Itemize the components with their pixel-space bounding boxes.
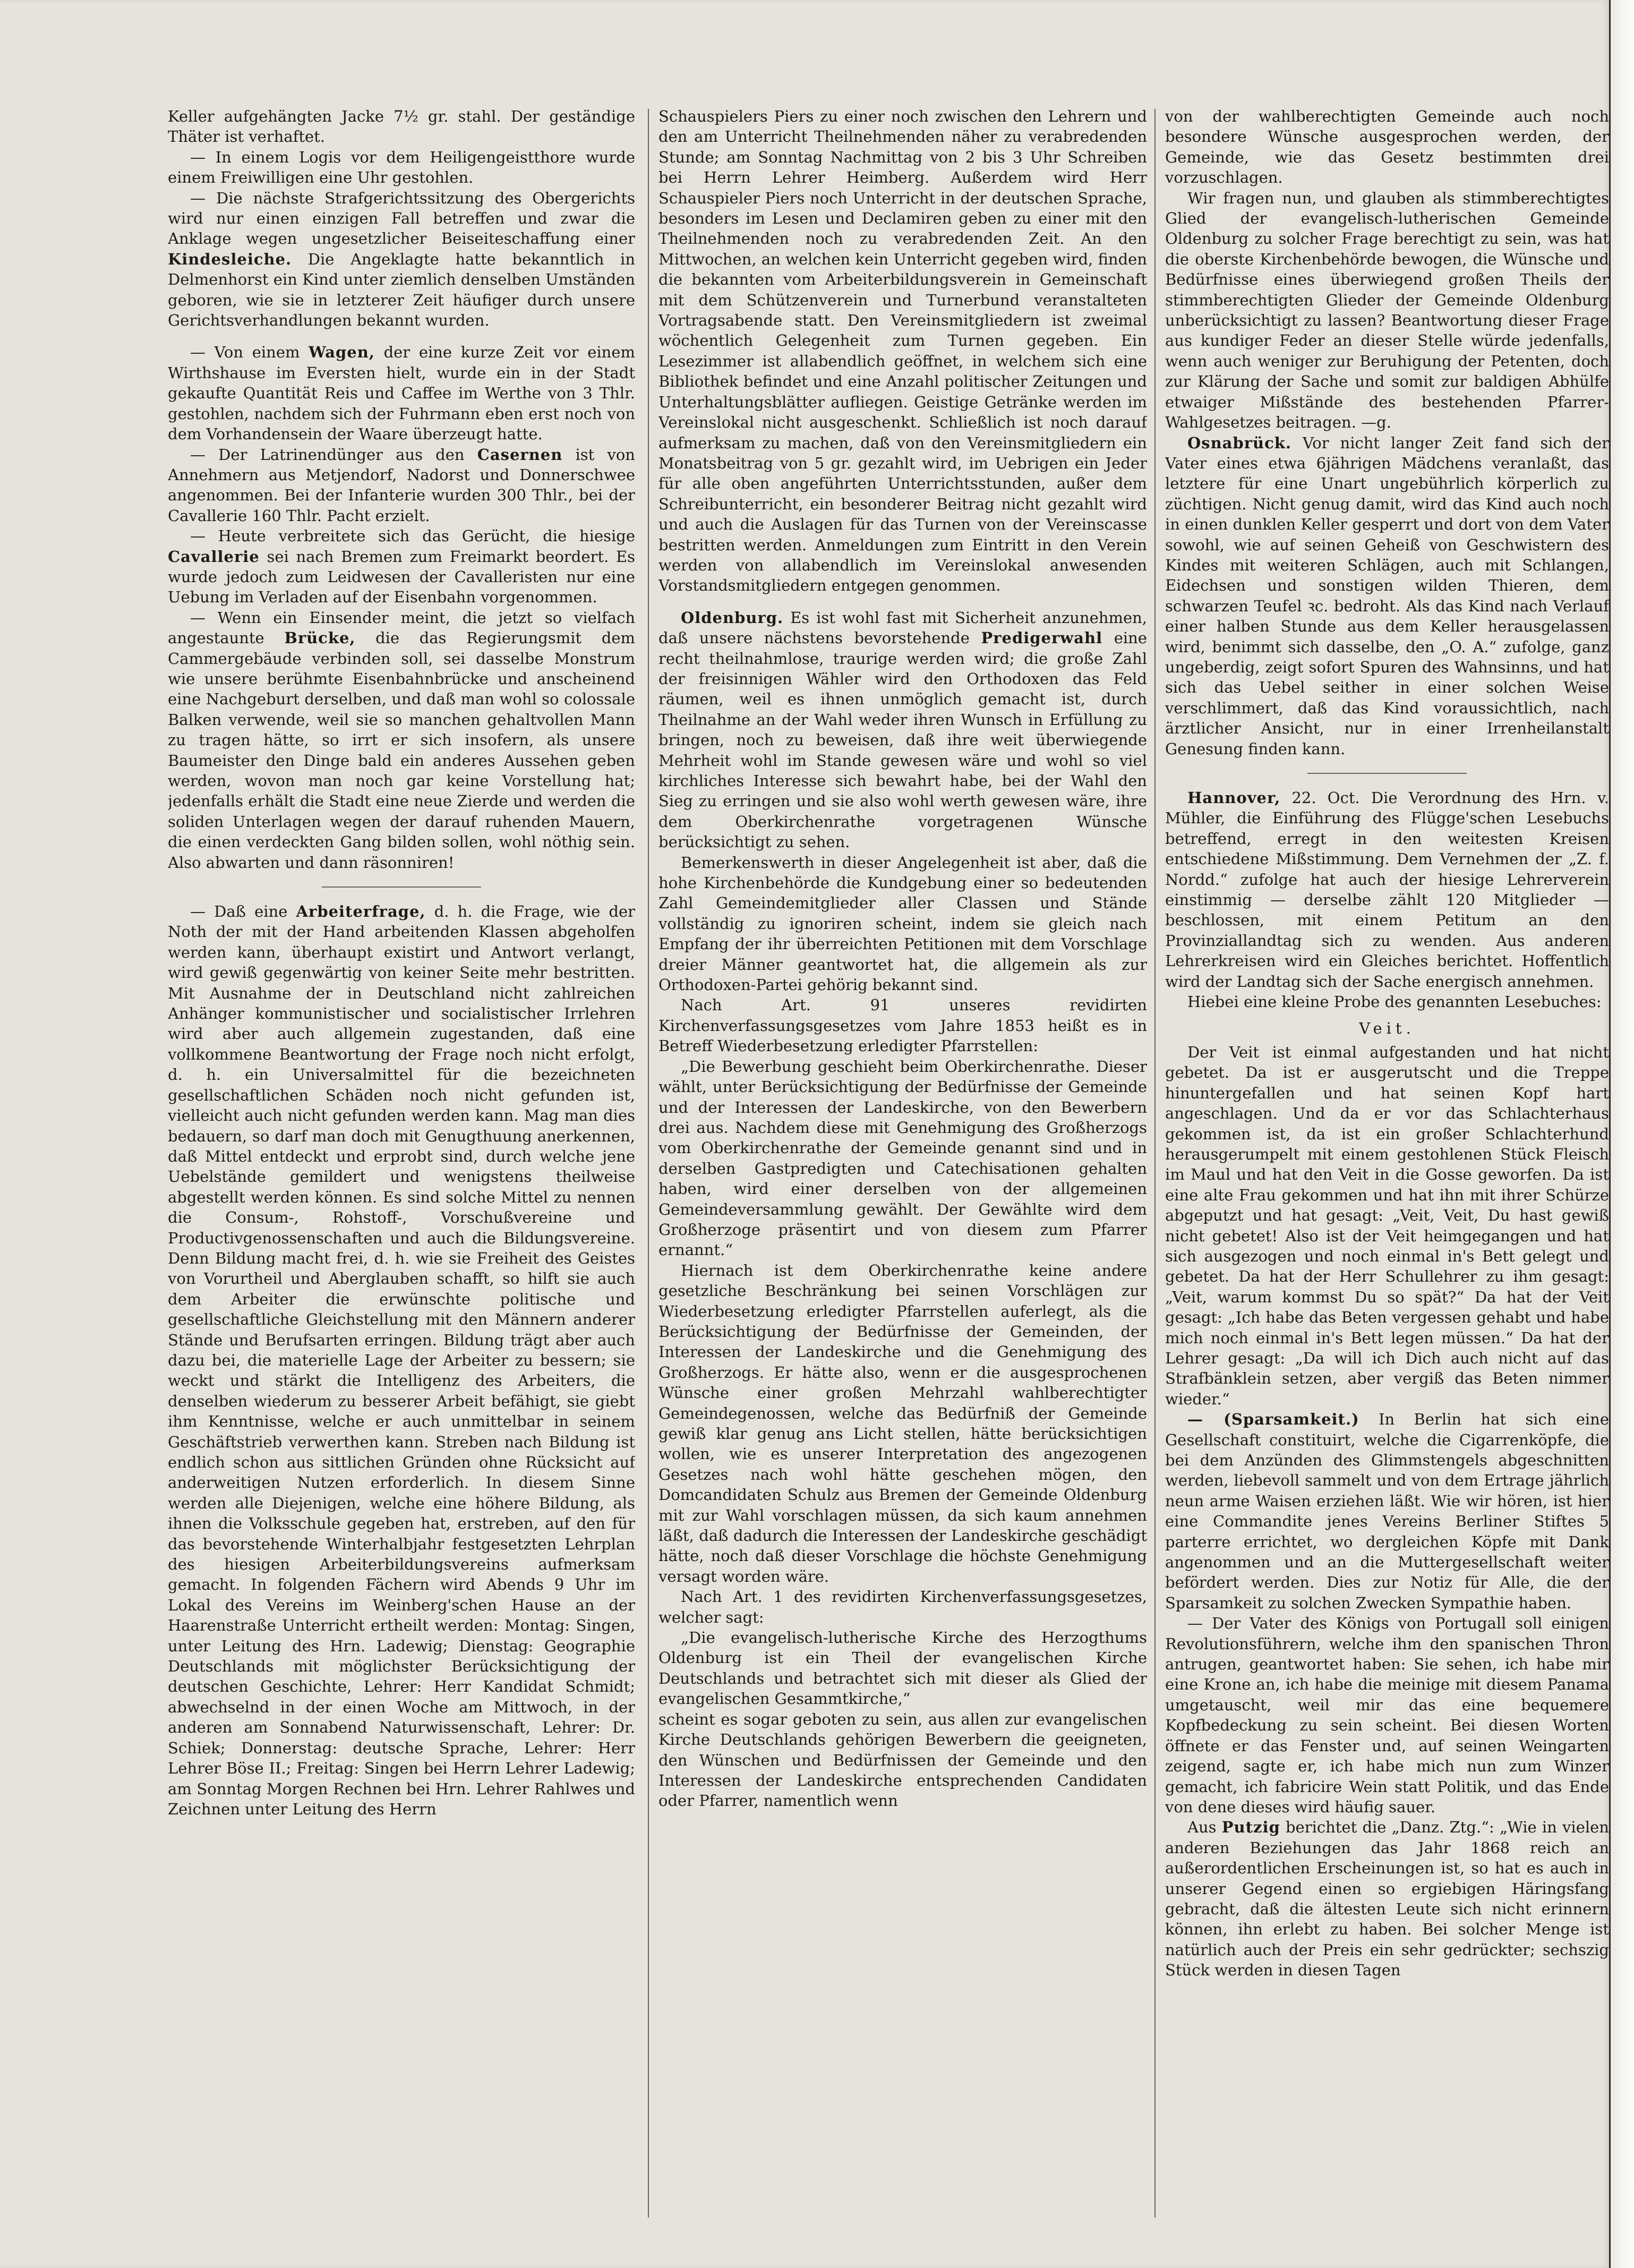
text: Vor nicht langer Zeit fand sich der Vater eines etwa 6jährigen Mädchens veranlaßt, das letztere für eine Unart ungebührlich körperlich zu züchtigen. Nicht genug damit, wird das Kind auch noch in einen dunklen Keller gesperrt und dort von dem Vater sowohl, wie auf seinen Geheiß von Geschwistern des Kindes mit weiteren Schlägen, auch mit Schlangen, Eidechsen und sonstigen wilden Thieren, dem schwarzen Teufel ꝛc. bedroht. Als das Kind nach Verlauf einer halben Stunde aus dem Keller herausgelassen wird, benimmt sich dasselbe, den „O. A.“ zufolge, ganz ungeberdig, zeigt sofort Spuren des Wahnsinns, und hat sich das Uebel seither in einer solchen Weise verschlimmert, daß das Kind voraussichtlich, nach ärztlicher Ansicht, nur in einer Irrenheilanstalt Genesung finden kann. — [1165, 433, 1609, 758]
article-court-session — [168, 188, 635, 331]
text: In Berlin hat sich eine Gesellschaft constituirt, welche die Cigarrenköpfe, die bei dem Anzünden des Glimmstengels abgeschnitten werden, liebevoll sammelt und von dem Ertrage jährlich neun arme Waisen erziehen läßt. Wie wir hören, ist hier eine Commandite jenes Vereins Berliner Stiftes 5 parterre errichtet, wo dergleichen Köpfe mit Dank angenommen und an die Muttergesellschaft weiter befördert werden. Dies zur Notiz für Alle, die der Sparsamkeit zu solchen Zwecken Sympathie haben. — [1165, 1410, 1609, 1612]
article-cavallerie — [168, 526, 635, 608]
headline-casernen: Casernen — [477, 445, 563, 464]
headline-wagen: Wagen, — [309, 343, 375, 362]
paragraph: Hiebei eine kleine Probe des genannten Lesebuches: — [1187, 993, 1602, 1011]
text: sei nach Bremen zum Freimarkt beordert. Es wurde jedoch zum Leidwesen der Cavalleristen nur eine Uebung im Verladen auf der Eisenbahn vorgenommen. — [168, 547, 635, 607]
headline-kindesleiche: Kindesleiche. — [168, 250, 292, 268]
text: — Heute verbreitete sich das Gerücht, die hiesige — [190, 527, 635, 545]
text: — Die nächste Strafgerichtssitzung des Obergerichts wird nur einen einzigen Fall betreffen und zwar die Anklage wegen ungesetzlicher Beiseiteschaffung einer — [168, 189, 635, 248]
headline-osnabrueck: Osnabrück. — [1187, 433, 1291, 452]
text: ist von Annehmern aus Metjendorf, Nadorst und Donnerschwee angenommen. Bei der Infanterie wurden 300 Thlr., bei der Cavallerie 160 Thlr. Pacht erzielt. — [168, 445, 635, 525]
text: — Der Latrinendünger aus den — [190, 445, 465, 464]
headline-oldenburg: Oldenburg. — [681, 608, 784, 627]
divider — [1307, 773, 1467, 774]
article-portugal: — Der Vater des Königs von Portugall soll einigen Revolutionsführern, welche ihm den spanischen Thron antrugen, geantwortet haben: Sie sehen, ich habe mir eine Krone an, ich habe die meinige mit diesem Panama umgetauscht, weil mir das eine bequemere Kopfbedeckung zu sein scheint. Bei diesen Worten öffnete er das Fenster und, auf seinen Weingarten zeigend, sagte er, ich habe mich nun zum Winzer gemacht, ich fabricire Wein statt Politik, und das Ende von dene dieses wird häufig sauer. — [1165, 1614, 1609, 1816]
story-title-veit: Veit. — [1359, 1019, 1415, 1038]
quote: „Die evangelisch-lutherische Kirche des Herzogthums Oldenburg ist ein Theil der evangelischen Kirche Deutschlands und betrachtet sich mit dieser als Glied der evangelischen Gesammtkirche,“ — [658, 1628, 1147, 1708]
column-divider — [648, 109, 649, 2218]
text: — Daß eine — [190, 902, 288, 921]
text: die das Regierungsmit dem Cammergebäude verbinden soll, sei dasselbe Monstrum wie unsere berühmte Eisenbahnbrücke und anscheinend eine Nachgeburt derselben, und daß man wohl so colossale Balken verwende, weil sie so manchen gehaltvollen Mann zu tragen hätte, so irrt er sich insofern, als unsere Baumeister den Dinge bald ein anderes Aussehen geben werden, wovon man noch gar keine Vorstellung hat; jedenfalls erhält die Stadt eine neue Zierde und werden die soliden Unterlagen wegen der darauf ruhenden Mauern, die einen verdeckten Gang bilden sollen, wohl nöthig sein. Also abwarten und dann räsonniren! — [168, 629, 635, 872]
article-hannover — [1165, 788, 1609, 992]
headline-hannover: Hannover, — [1187, 789, 1281, 807]
text: d. h. die Frage, wie der Noth der mit der Hand arbeitenden Klassen abgeholfen werden kann, überhaupt existirt und Antwort verlangt, wird gewiß gegenwärtig von keiner Seite mehr bestritten. Mit Ausnahme der in Deutschland nicht zahlreichen Anhänger kommunistischer und socialistischer Irrlehren wird aber auch allgemein zugestanden, daß eine vollkommene Beantwortung der Frage noch nicht erfolgt, d. h. ein Universalmittel für die bezeichneten gesellschaftlichen Schäden noch nicht gefunden ist, vielleicht auch nicht gefunden werden kann. Mag man dies bedauern, so darf man doch mit Genugthuung anerkennen, daß Mittel entdeckt und erprobt sind, durch welche jene Uebelstände gemildert und wenigstens theilweise abgestellt werden können. Es sind solche Mittel zu nennen die Consum-, Rohstoff-, Vorschußvereine und Productivgenossenschaften und auch die Bildungsvereine. Denn Bildung macht frei, d. h. wie sie Freiheit des Geistes von Vorurtheil und Aberglauben schafft, so hilft sie auch dem Arbeiter die erwünschte politische und gesellschaftliche Gleichstellung mit den Männern anderer Stände und Berufsarten erringen. Bildung trägt aber auch dazu bei, die materielle Lage der Arbeiter zu bessern; sie weckt und stärkt die Intelligenz des Arbeiters, die denselben wiederum zu besserer Arbeit befähigt, sie giebt ihm Kenntnisse, welche er auch unmittelbar in seinem Geschäftstrieb verwerthen kann. Streben nach Bildung ist endlich schon aus sittlichen Gründen ohne Rücksicht auf anderweitigen Nutzen erforderlich. In diesem Sinne werden alle Diejenigen, welche eine höhere Bildung, als ihnen die Volksschule gegeben hat, erstreben, auf den für das bevorstehende Winterhalbjahr festgesetzten Lehrplan des hiesigen Arbeiterbildungsvereins aufmerksam gemacht. In folgenden Fächern wird Abends 9 Uhr im Lokal des Vereins im Weinberg'schen Hause an der Haarenstraße Unterricht ertheilt werden: Montag: Singen, unter Leitung des Hrn. Ladewig; Dienstag: Geographie Deutschlands mit möglichster Berücksichtigung der deutschen Geschichte, Lehrer: Herr Kandidat Schmidt; abwechselnd in der einen Woche am Mittwoch, in der anderen am Sonnabend Naturwissenschaft, Lehrer: Dr. Schiek; Donnerstag: deutsche Sprache, Lehrer: Herr Lehrer Böse II.; Freitag: Singen bei Herrn Lehrer Ladewig; am Sonntag Morgen Rechnen bei Hrn. Lehrer Rahlwes und Zeichnen unter Leitung des Herrn — [168, 902, 635, 1818]
paragraph: Hiernach ist dem Oberkirchenrathe keine andere gesetzliche Beschränkung bei seinen Vorschlägen zur Wiederbesetzung erledigter Pfarrstellen auferlegt, als die Berücksichtigung der Bedürfnisse der Gemeinden, der Interessen der Landeskirche und die Genehmigung des Großherzogs. Er hätte also, wenn er die ausgesprochenen Wünsche einer großen Mehrzahl wahlberechtigter Gemeindegenossen, welche das Bedürfniß der Gemeinde gewiß klar genug ans Licht stellen, hätte berücksichtigen wollen, wie es unserer Interpretation des angezogenen Gesetzes nach wohl hätte geschehen mögen, den Domcandidaten Schulz aus Bremen der Gemeinde Oldenburg mit zur Wahl vorschlagen müssen, da sich kaum annehmen läßt, daß dadurch die Interessen der Landeskirche geschädigt hätte, noch daß dieser Vorschlage die höchste Genehmigung versagt worden wäre. — [658, 1261, 1147, 1585]
column-left — [168, 106, 635, 2231]
paragraph: Wir fragen nun, und glauben als stimmberechtigtes Glied der evangelisch-lutherischen Gemeinde Oldenburg zu solcher Frage berechtigt zu sein, was hat die oberste Kirchenbehörde bewogen, die Wünsche und Bedürfnisse eines überwiegend großen Theils der stimmberechtigten Glieder der Gemeinde Oldenburg unberücksichtigt zu lassen? Beantwortung dieser Frage aus kundiger Feder an dieser Stelle würde jedenfalls, wenn auch weniger zur Beruhigung der Petenten, doch zur Klärung der Sache und somit zur baldigen Abhülfe etwaiger Mißstände des bestehenden Pfarrer-Wahlgesetzes beitragen. —g. — [1165, 189, 1609, 432]
text: 22. Oct. Die Verordnung des Hrn. v. Mühler, die Einführung des Flügge'schen Lesebuchs betreffend, erregt in den weitesten Kreisen entschiedene Mißstimmung. Dem Vernehmen der „Z. f. Nordd.“ zufolge hat auch der hiesige Lehrerverein einstimmig — derselbe zählt 120 Mitglieder — beschlossen, mit einem Petitum an den Provinziallandtag sich zu wenden. Aus anderen Lehrerkreisen wird ein Gleiches berichtet. Hoffentlich wird der Landtag sich der Sache energisch annehmen. — [1165, 789, 1609, 991]
paragraph: Bemerkenswerth in dieser Angelegenheit ist aber, daß die hohe Kirchenbehörde die Kundgebung einer so bedeutenden Zahl Gemeindemitglieder aller Classen und Stände vollständig zu ignoriren scheint, indem sie gleich nach Empfang der ihr überreichten Petitionen mit dem Vorschlage dreier Männer geantwortet hat, die allgemein als zur Orthodoxen-Partei gehörig bekannt sind. — [658, 853, 1147, 994]
column-right — [1165, 106, 1609, 2231]
divider — [322, 886, 481, 888]
column-divider — [1154, 109, 1156, 2218]
article-osnabrueck — [1165, 433, 1609, 760]
article-arbeiterfrage-cont: Schauspielers Piers zu einer noch zwischen den Lehrern und den am Unterricht Theilnehmenden näher zu verabredenden Stunde; am Sonntag Nachmittag von 2 bis 3 Uhr Schreiben bei Herrn Lehrer Heimberg. Außerdem wird Herr Schauspieler Piers noch Unterricht in der deutschen Sprache, besonders im Lesen und Declamiren geben zu einer mit den Theilnehmenden noch zu verabredenden Zeit. An den Mittwochen, an welchen kein Unterricht gegeben wird, finden die bekannten vom Arbeiterbildungsverein in Gemeinschaft mit dem Schützenverein und Turnerbund veranstalteten Vortragsabende statt. Den Vereinsmitgliedern ist zweimal wöchentlich Gelegenheit zum Turnen gegeben. Ein Lesezimmer ist allabendlich geöffnet, in welchem sich eine Bibliothek befindet und eine Anzahl politischer Zeitungen und Unterhaltungsblätter aufliegen. Geistige Getränke werden im Vereinslokal nicht ausgeschenkt. Schließlich ist noch darauf aufmerksam zu machen, daß von den Vereinsmitgliedern ein Monatsbeitrag von 5 gr. gezahlt wird, im Uebrigen ein Jeder für alle oben angeführten Unterrichtsstunden, außer dem Schreibunterricht, ein besonderer Beitrag nicht gezahlt wird und auch die Auslagen für das Turnen von der Vereinscasse bestritten werden. Anmeldungen zum Eintritt in den Verein werden von allabendlich im Vereinslokal anwesenden Vorstandsmitgliedern entgegen genommen. — [658, 107, 1147, 595]
column-middle — [658, 106, 1147, 2231]
article-sparsamkeit — [1165, 1409, 1609, 1613]
paragraph: scheint es sogar geboten zu sein, aus allen zur evangelischen Kirche Deutschlands gehörigen Bewerbern die geeigneten, den Wünschen und Bedürfnissen der Gemeinde und den Interessen der Landeskirche entsprechenden Candidaten oder Pfarrer, namentlich wenn — [658, 1710, 1147, 1810]
text: Aus — [1187, 1818, 1217, 1837]
paragraph: Nach Art. 91 unseres revidirten Kirchenverfassungsgesetzes vom Jahre 1853 heißt es in Betreff Wiederbesetzung erledigter Pfarrstellen: — [658, 996, 1147, 1055]
article-casernen — [168, 445, 635, 526]
text: — Wenn ein Einsender meint, die jetzt so vielfach angestaunte — [168, 608, 635, 647]
text: — Von einem — [190, 343, 300, 362]
quote: „Die Bewerbung geschieht beim Oberkirchenrathe. Dieser wählt, unter Berücksichtigung der Bedürfnisse der Gemeinde und der Interessen der Landeskirche, von den Bewerbern drei aus. Nachdem diese mit Genehmigung des Großherzogs vom Oberkirchenrathe der Gemeinde genannt sind und in derselben Gastpredigten und Catechisationen gehalten haben, wird einer derselben von der allgemeinen Gemeindeversammlung gewählt. Der Gewählte wird dem Großherzoge präsentirt und von diesem zum Pfarrer ernannt.“ — [658, 1057, 1147, 1259]
article-bridge — [168, 608, 635, 873]
article-wagon-theft — [168, 342, 635, 444]
headline-predigerwahl: Predigerwahl — [981, 629, 1103, 647]
headline-sparsamkeit: — (Sparsamkeit.) — [1187, 1410, 1359, 1429]
text: berichtet die „Danz. Ztg.“: „Wie in vielen anderen Beziehungen das Jahr 1868 reich an außerordentlichen Erscheinungen ist, so hat es auch in unserer Gegend einen so ergiebigen Häringsfang gebracht, daß die ältesten Leute sich nicht erinnern können, ihn erlebt zu haben. Bei solcher Menge ist natürlich auch der Preis ein sehr gedrückter; sechszig Stück werden in diesen Tagen — [1165, 1818, 1609, 1980]
article-watch-theft: — In einem Logis vor dem Heiligengeistthore wurde einem Freiwilligen eine Uhr gestohlen. — [168, 148, 635, 187]
headline-arbeiterfrage: Arbeiterfrage, — [296, 902, 426, 921]
headline-putzig: Putzig — [1221, 1818, 1280, 1837]
article-oldenburg-cont: von der wahlberechtigten Gemeinde auch noch besondere Wünsche ausgesprochen werden, der Gemeinde, wie das Gesetz bestimmten drei vorzuschlagen. — [1165, 107, 1609, 187]
paragraph: Nach Art. 1 des revidirten Kirchenverfassungsgesetzes, welcher sagt: — [658, 1588, 1147, 1626]
text: der eine kurze Zeit vor einem Wirthshause im Eversten hielt, wurde ein in der Stadt gekaufte Quantität Reis und Caffee im Werthe von 3 Thlr. gestohlen, nachdem sich der Fuhrmann eben erst noch von dem Vorhandensein der Waare überzeugt hatte. — [168, 343, 635, 444]
story-veit: Der Veit ist einmal aufgestanden und hat nicht gebetet. Da ist er ausgerutscht und die Treppe hinuntergefallen und hat seinen Kopf hart angeschlagen. Und da er vor das Schlachterhaus gekommen ist, da ist ein großer Schlachterhund herausgerumpelt mit einem gestohlenen Stück Fleisch im Maul und hat den Veit in die Gosse geworfen. Da ist eine alte Frau gekommen und hat ihn mit ihrer Schürze abgeputzt und hat gesagt: „Veit, Veit, Du hast gewiß nicht gebetet! Also ist der Veit heimgegangen und hat sich ausgezogen und noch einmal in's Bett gelegt und gebetet. Da hat der Herr Schullehrer zu ihm gesagt: „Veit, warum kommst Du so spät?“ Da hat der Veit gesagt: „Ich habe das Beten vergessen gehabt und habe mich noch einmal in's Bett legen müssen.“ Da hat der Lehrer gesagt: „Da will ich Dich auch nicht auf das Strafbänklein setzen, aber vergiß das Beten nimmer wieder.“ — [1165, 1043, 1609, 1408]
article-arbeiterfrage — [168, 901, 635, 1819]
headline-cavallerie: Cavallerie — [168, 547, 260, 566]
article-theft-jacket: Keller aufgehängten Jacke 7½ gr. stahl. Der geständige Thäter ist verhaftet. — [168, 107, 635, 146]
page-edge — [1609, 0, 1634, 2268]
text: Die Angeklagte hatte bekanntlich in Delmenhorst ein Kind unter ziemlich denselben Umständen geboren, wie sie in letzterer Zeit häufiger durch unsere Gerichtsverhandlungen bekannt wurden. — [168, 250, 635, 330]
text: Es ist wohl fast mit Sicherheit anzunehmen, daß unsere nächstens bevorstehende — [658, 608, 1147, 647]
headline-bruecke: Brücke, — [284, 629, 356, 647]
text: eine recht theilnahmlose, traurige werden wird; die große Zahl der freisinnigen Wähler wird den Orthodoxen das Feld räumen, weil es ihnen unmöglich gemacht ist, durch Theilnahme an der Wahl weder ihren Wunsch in Erfüllung zu bringen, noch zu beweisen, daß ihre weit überwiegende Mehrheit wohl im Stande gewesen wäre und wohl so viel kirchliches Interesse sich bewahrt habe, bei der Wahl den Sieg zu erringen und sie also wohl werth gewesen wäre, ihre dem Oberkirchenrathe vorgetragenen Wünsche berücksichtigt zu sehen. — [658, 629, 1147, 851]
article-putzig — [1165, 1817, 1609, 1980]
article-oldenburg — [658, 608, 1147, 852]
